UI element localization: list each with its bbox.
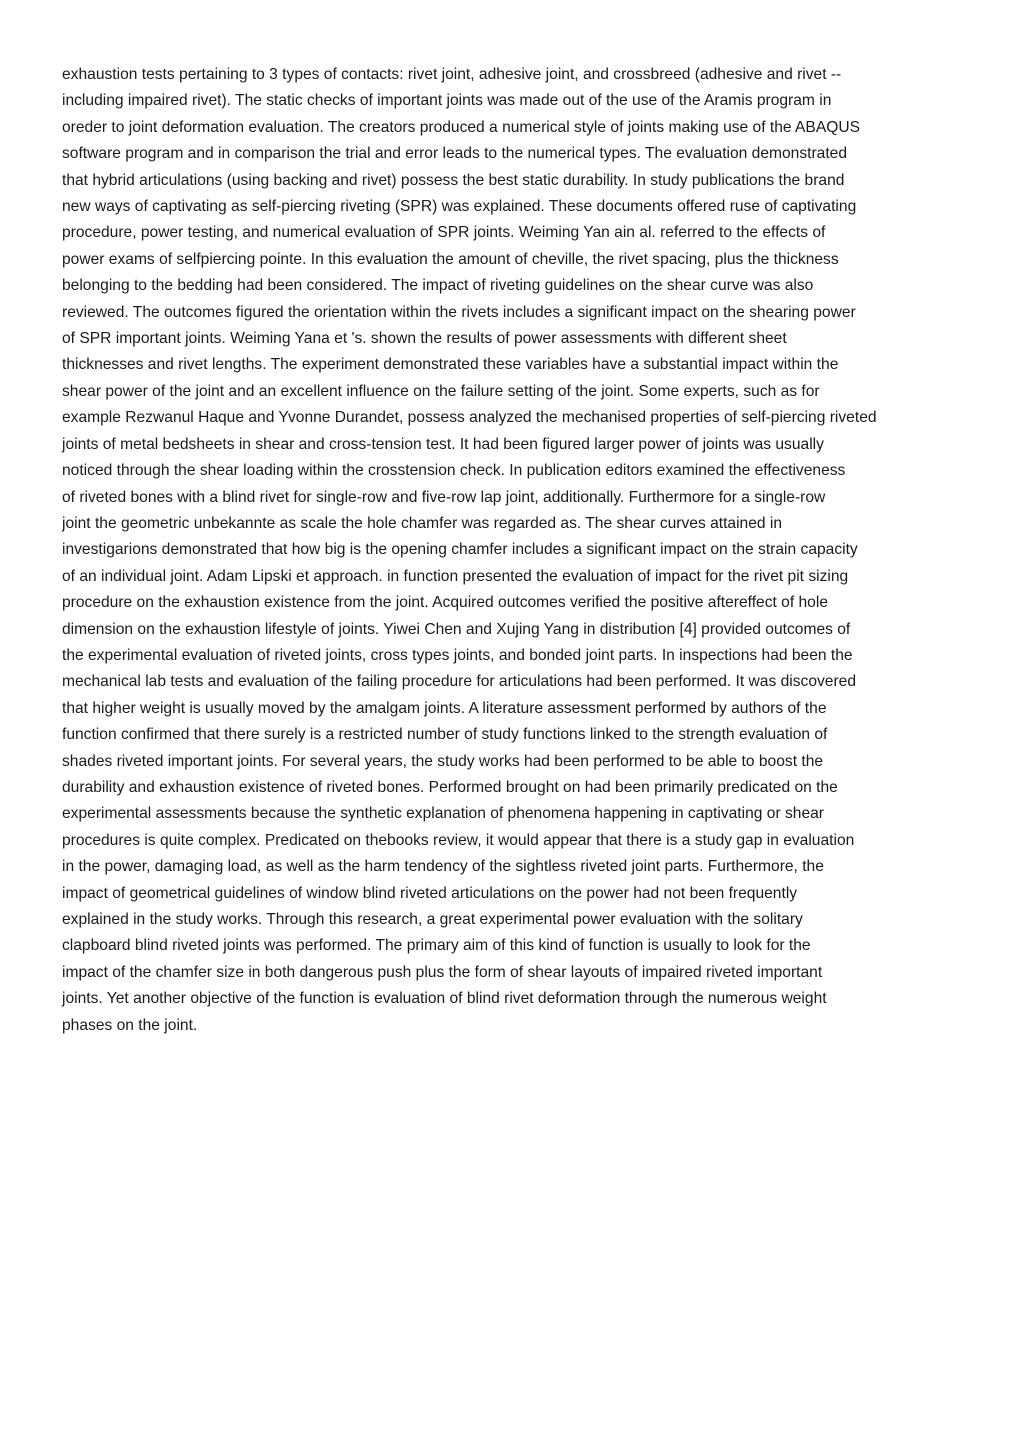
text-line: shear power of the joint and an excellent influence on the failure setting of the joint. Some experts, such as for [62,382,820,400]
text-line: procedures is quite complex. Predicated on thebooks review, it would appear that there is a study gap in evaluation [62,831,855,849]
text-line: belonging to the bedding had been considered. The impact of riveting guidelines on the shear curve was also [62,277,814,295]
text-line: in the power, damaging load, as well as the harm tendency of the sightless riveted joint parts. Furthermore, the [62,858,824,876]
text-line: exhaustion tests pertaining to 3 types of contacts: rivet joint, adhesive joint, and crossbreed (adhesive and rivet -- [62,66,842,83]
text-line: noticed through the shear loading within the crosstension check. In publication editors examined the effectiveness [62,462,846,480]
text-line: that hybrid articulations (using backing and rivet) possess the best static durability. In study publications the brand [62,171,845,189]
text-line: investigarions demonstrated that how big is the opening chamfer includes a significant impact on the strain capacity [62,541,858,559]
text-line: clapboard blind riveted joints was performed. The primary aim of this kind of function is usually to look for the [62,937,811,955]
text-line: impact of geometrical guidelines of window blind riveted articulations on the power had not been frequently [62,884,798,902]
text-line: explained in the study works. Through this research, a great experimental power evaluation with the solitary [62,911,803,928]
text-line: the experimental evaluation of riveted joints, cross types joints, and bonded joint parts. In inspections had been the [62,646,853,664]
text-line: example Rezwanul Haque and Yvonne Durandet, possess analyzed the mechanised properties of self-piercing riveted [62,409,877,427]
body-paragraph [62,62,972,1039]
text-line: procedure, power testing, and numerical evaluation of SPR joints. Weiming Yan ain al. referred to the effects of [62,224,826,242]
text-line: reviewed. The outcomes figured the orientation within the rivets includes a significant impact on the shearing power [62,303,856,321]
text-line: thicknesses and rivet lengths. The experiment demonstrated these variables have a substantial impact within the [62,356,839,374]
text-line: shades riveted important joints. For several years, the study works had been performed to be able to boost the [62,752,824,770]
text-line: joints. Yet another objective of the function is evaluation of blind rivet deformation through the numerous weight [62,990,827,1008]
text-line: durability and exhaustion existence of riveted bones. Performed brought on had been primarily predicated on the [62,778,838,796]
text-line: new ways of captivating as self-piercing riveting (SPR) was explained. These documents offered ruse of captivating [62,198,857,216]
text-line: dimension on the exhaustion lifestyle of joints. Yiwei Chen and Xujing Yang in distribution [4] provided outcomes of [62,620,851,638]
text-line: joint the geometric unbekannte as scale the hole chamfer was regarded as. The shear curves attained in [62,514,783,532]
text-line: phases on the joint. [62,1016,198,1034]
text-line: mechanical lab tests and evaluation of the failing procedure for articulations had been performed. It was discovered [62,673,857,691]
text-line: of an individual joint. Adam Lipski et approach. in function presented the evaluation of impact for the rivet pit sizing [62,567,849,585]
text-line: that higher weight is usually moved by the amalgam joints. A literature assessment performed by authors of the [62,699,827,717]
text-line: software program and in comparison the trial and error leads to the numerical types. The evaluation demonstrated [62,145,848,163]
text-line: impact of the chamfer size in both dangerous push plus the form of shear layouts of impaired riveted important [62,963,823,981]
text-line: of riveted bones with a blind rivet for single-row and five-row lap joint, additionally. Furthermore for a single-row [62,488,826,506]
text-line: power exams of selfpiercing pointe. In this evaluation the amount of cheville, the rivet spacing, plus the thickness [62,250,839,268]
text-line: oreder to joint deformation evaluation. The creators produced a numerical style of joints making use of the ABAQUS [62,118,861,136]
text-line: experimental assessments because the synthetic explanation of phenomena happening in captivating or shear [62,805,824,823]
text-line: function confirmed that there surely is a restricted number of study functions linked to the strength evaluation of [62,726,828,744]
text-line: joints of metal bedsheets in shear and cross-tension test. It had been figured larger power of joints was usually [62,435,824,453]
text-line: of SPR important joints. Weiming Yana et 's. shown the results of power assessments with different sheet [62,330,787,348]
text-line: procedure on the exhaustion existence from the joint. Acquired outcomes verified the positive aftereffect of hole [62,594,828,612]
text-line: including impaired rivet). The static checks of important joints was made out of the use of the Aramis program in [62,92,832,110]
